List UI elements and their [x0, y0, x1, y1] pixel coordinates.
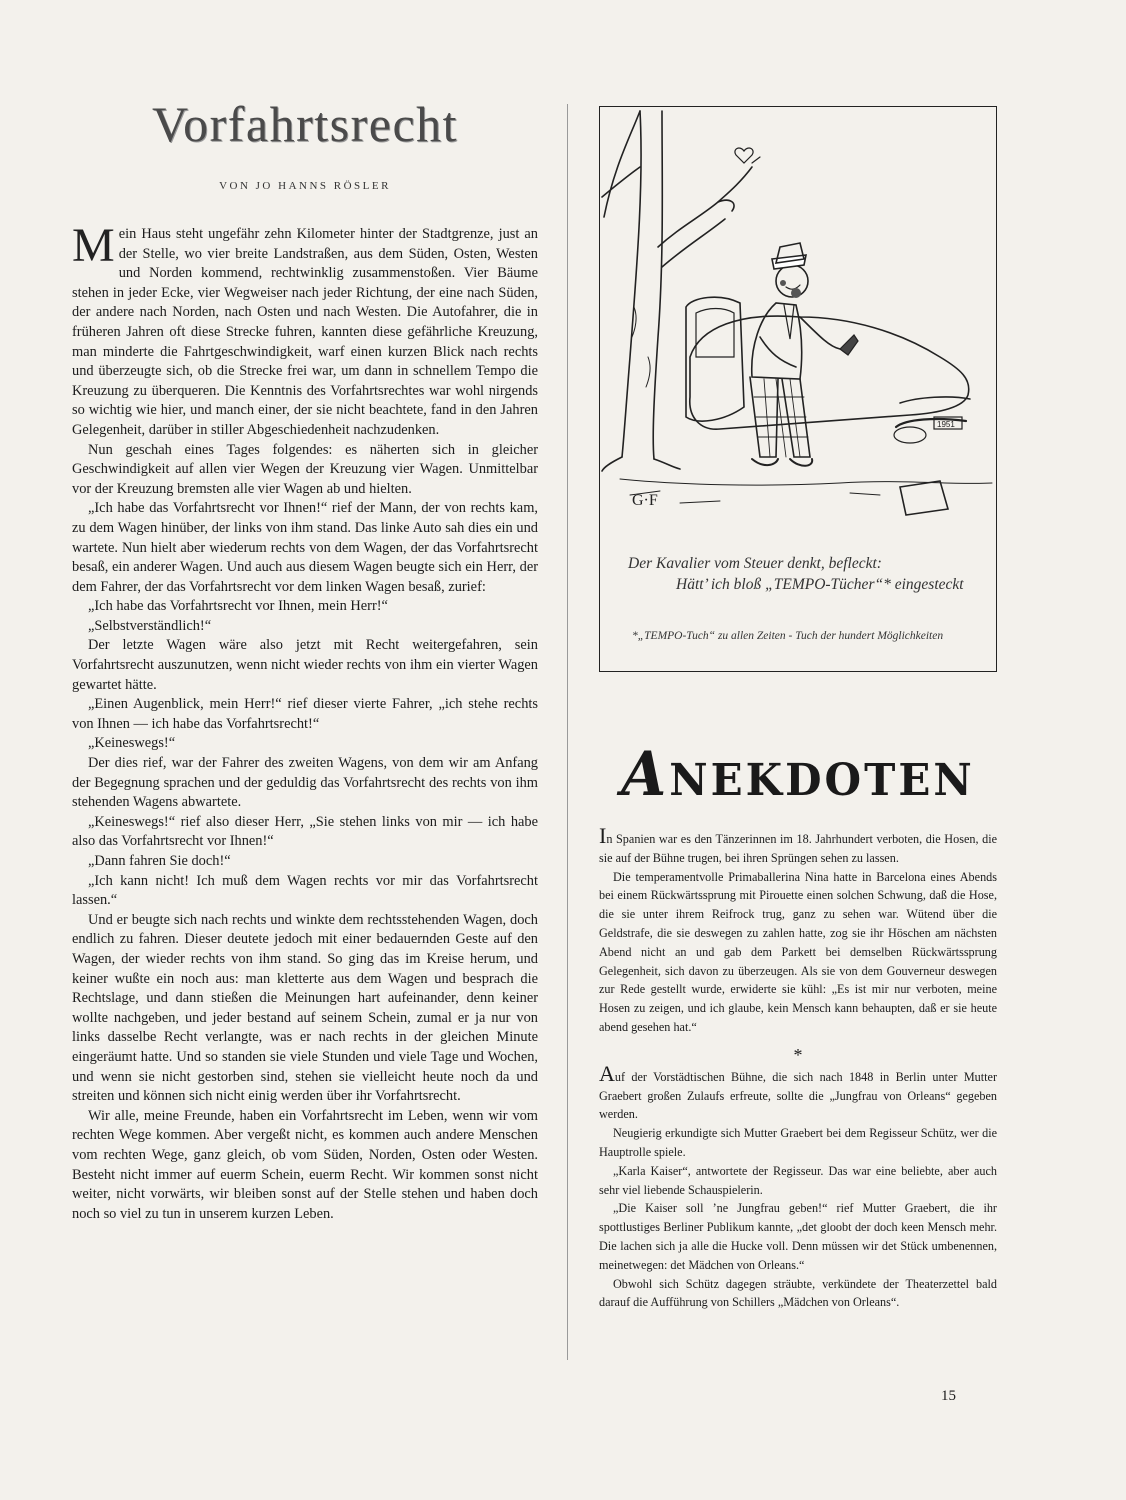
anecdote-paragraph: In Spanien war es den Tänzerinnen im 18. Jahrhundert verboten, die Hosen, die sie auf der Bühne trugen, bei ihren Sprüngen sehen zu lassen.: [599, 823, 997, 865]
caption-line-1: Der Kavalier vom Steuer denkt, befleckt:: [628, 555, 882, 572]
article-paragraph: Der dies rief, war der Fahrer des zweiten Wagens, von dem wir am Anfang der Begegnung sprachen und der geduldig das Vorfahrtsrecht des rechts von ihm stehenden Wagens abwartete.: [72, 755, 538, 811]
anecdote-paragraph: „Die Kaiser soll ’ne Jungfrau geben!“ rief Mutter Graebert, die ihr spottlustiges Berliner Publikum kannte, „det gloobt der doch keen Mensch mehr. Die lachen sich ja alle die Hucke voll. Denn müssen wir det Stück umbenennen, meinetwegen: det Mädchen von Orleans.“: [599, 1201, 997, 1272]
article-byline: VON JO HANNS RÖSLER: [219, 180, 391, 192]
article-paragraph: „Ich habe das Vorfahrtsrecht vor Ihnen!“ rief der Mann, der von rechts kam, zu dem Wagen hinüber, der links von ihm stand. Das linke Auto sah dies ein und wartete. Nun hielt aber wiederum rechts von dem Wagen, der das Vorfahrtsrecht besaß, ein anderer Wagen. Und auch aus diesem Wagen beugte sich ein Herr, der dem Fahrer, der das Vorfahrtsrecht vor dem linken Wagen besaß, zurief:: [72, 500, 538, 595]
article-paragraph: Nun geschah eines Tages folgendes: es näherten sich in gleicher Geschwindigkeit auf allen vier Wegen der Kreuzung vier Wagen. Unmittelbar vor der Kreuzung bremsten alle vier Wagen ab und hielten.: [72, 441, 538, 497]
article-paragraph: „Ich habe das Vorfahrtsrecht vor Ihnen, mein Herr!“: [88, 598, 388, 615]
advert-caption: [628, 553, 968, 595]
article-paragraph: „Dann fahren Sie doch!“: [88, 853, 231, 869]
anekdoten-title: ANEKDOTEN: [621, 738, 975, 810]
anecdote-1: [599, 823, 997, 1037]
artist-signature: G·F: [632, 492, 658, 509]
article-paragraph: „Selbstverständlich!“: [88, 617, 212, 634]
anecdote-paragraph: Obwohl sich Schütz dagegen sträubte, verkündete der Theaterzettel bald darauf die Aufführung von Schillers „Mädchen von Orleans“.: [599, 1276, 997, 1310]
article-paragraph: Wir alle, meine Freunde, haben ein Vorfahrtsrecht im Leben, wenn wir vom rechten Wege kommen. Aber vergeßt nicht, es kommen auch andere Menschen vom rechten Wege, ganz gleich, ob vom Süden, Norden, Osten oder Westen. Besteht nicht immer auf euerm Schein, euerm Recht. Wir kommen sonst nicht weiter, nicht vorwärts, wir bleiben sonst auf der Stelle stehen und haben doch noch so viel zu tun in unserem kurzen Leben.: [72, 1107, 538, 1222]
article: [72, 95, 538, 1224]
anecdote-2: [599, 1060, 997, 1312]
article-paragraph: Und er beugte sich nach rechts und winkte dem rechtsstehenden Wagen, doch endlich zu fahren. Dieser deutete jedoch mit einer bedauernden Geste auf den Wagen, der wieder rechts von ihm stand. So ging das im Kreise herum, und keiner wußte ein noch aus: man kletterte aus dem Wagen und besprach die Rechtslage, und dann stießen die Meinungen hart aufeinander, denn keiner wollte nachgeben, und jeder bestand auf seinem Schein, zumal er ja nur von links dasselbe Recht verlangte, was er nach rechts in der gleichen Minute eingeräumt hatte. Und so standen sie viele Stunden und viele Tage und Wochen, und wenn sie nicht gestorben sind, stehen sie vielleicht heute noch da und streiten und können sich nicht einig werden über ihr Vorfahrtsrecht.: [72, 911, 538, 1105]
anecdote-paragraph: Neugierig erkundigte sich Mutter Graebert bei dem Regisseur Schütz, wer die Hauptrolle spiele.: [599, 1126, 997, 1159]
tempo-advert: [599, 106, 997, 672]
page-number: 15: [941, 1388, 956, 1404]
article-paragraph: „Keineswegs!“: [88, 735, 176, 752]
drop-cap: M: [72, 219, 115, 272]
article-paragraph: „Keineswegs!“ rief also dieser Herr, „Sie stehen links von mir — ich habe also das Vorfahrtsrecht vor Ihnen!“: [72, 813, 538, 850]
article-paragraph: Der letzte Wagen wäre also jetzt mit Recht weitergefahren, sein Vorfahrtsrecht auszunutzen, wenn nicht wieder rechts von ihm ein vierter Wagen gewartet hätte.: [72, 637, 538, 693]
license-plate: 1951: [937, 420, 955, 429]
article-paragraph: Mein Haus steht ungefähr zehn Kilometer hinter der Stadtgrenze, just an der Stelle, wo vier breite Landstraßen, aus dem Süden, Osten, Westen und Norden kommend, rechtwinklig zusammenstoßen. Vier Bäume stehen in jeder Ecke, vier Wegweiser nach jeder Richtung, der eine nach Süden, der andere nach Norden, nach Osten und nach Westen. Die Autofahrer, die in früheren Jahren oft diese Strecke fuhren, kannten diese gefährliche Kreuzung, man minderte die Fahrtgeschwindigkeit, warf einen kurzen Blick nach rechts und überzeugte sich, ob die Strecke frei war, um dann in schnellem Tempo die Kreuzung zu überqueren. Die Kenntnis des Vorfahrtsrechtes war wohl nirgends so wichtig wie hier, und manch einer, der sie nicht beachtete, fand in den Jahren Gelegenheit, darüber in stiller Abgeschiedenheit nachzudenken.: [72, 219, 538, 438]
article-title: Vorfahrtsrecht: [151, 96, 459, 152]
anekdoten-section: [599, 740, 997, 1312]
cartoon-illustration: [600, 107, 998, 537]
article-body: [72, 219, 538, 1224]
advert-footnote: *„TEMPO-Tuch“ zu allen Zeiten - Tuch der hundert Möglichkeiten: [632, 630, 944, 642]
caption-line-2: Hätt’ ich bloß „TEMPO-Tücher“* eingesteckt: [676, 576, 964, 593]
anecdote-paragraph: Die temperamentvolle Primaballerina Nina hatte in Barcelona eines Abends bei einem Rückwärtssprung mit Pirouette einen solchen Schwung, daß die Hose, die sie unter ihrem Reifrock trug, ganz zu sehen war. Wütend über die Geldstrafe, die sie deswegen zu zahlen hatte, zog sie ihr Höschen am nächsten Abend nicht an und gab dem Parkett bei demselben Rückwärtssprung Gelegenheit, sich davon zu überzeugen. Als sie von dem Gouverneur deswegen zur Rede gestellt wurde, erwiderte sie kühl: „Es ist mir nur verboten, meine Hosen zu zeigen, und ich glaube, kein Mensch kann behaupten, daß er sie heute abend gesehen hat.“: [599, 869, 997, 1034]
column-divider: [567, 104, 568, 1360]
article-paragraph: „Ich kann nicht! Ich muß dem Wagen rechts vor mir das Vorfahrtsrecht lassen.“: [72, 872, 538, 909]
anecdote-paragraph: Auf der Vorstädtischen Bühne, die sich nach 1848 in Berlin unter Mutter Graebert großen Zulaufs erfreute, sollte die „Jungfrau von Orleans“ gegeben werden.: [599, 1060, 997, 1122]
article-paragraph: „Einen Augenblick, mein Herr!“ rief dieser vierte Fahrer, „ich stehe rechts von Ihnen — ich habe das Vorfahrtsrecht!“: [72, 696, 538, 732]
section-separator: *: [793, 1044, 803, 1065]
anecdote-paragraph: „Karla Kaiser“, antwortete der Regisseur. Das war eine beliebte, aber auch sehr viel liebende Schauspielerin.: [599, 1163, 997, 1197]
